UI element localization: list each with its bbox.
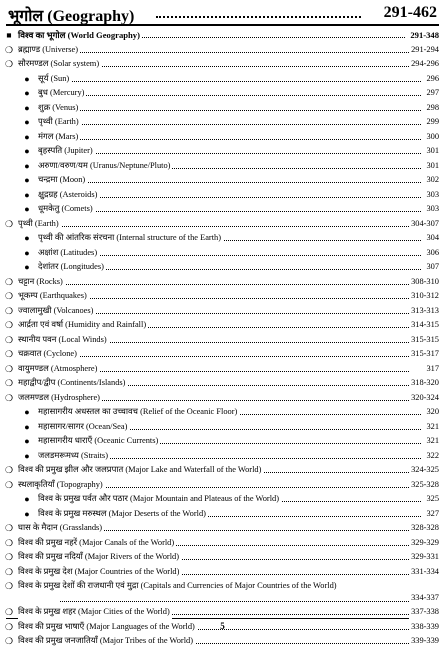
toc-entry-title: बुध (Mercury) — [38, 86, 86, 101]
toc-entry-title: विश्व के प्रमुख शहर (Major Cities of the World) — [18, 605, 172, 620]
dot-leader — [18, 284, 409, 285]
toc-entry-pages: 307 — [424, 260, 439, 275]
toc-entry-title: स्थानीय पवन (Local Winds) — [18, 333, 109, 348]
circle-bullet-icon: ❍ — [4, 59, 14, 69]
toc-entry[interactable] — [0, 188, 445, 203]
circle-bullet-icon: ❍ — [4, 465, 14, 475]
toc-entry-pages: 299 — [424, 115, 439, 130]
toc-entry[interactable] — [0, 347, 445, 362]
toc-entry-title: जलडमरूमध्य (Straits) — [38, 449, 110, 464]
toc-entry-title: विश्व के प्रमुख देश (Major Countries of the World) — [18, 565, 181, 580]
toc-entry-title: पृथ्वी (Earth) — [18, 217, 61, 232]
toc-entry[interactable] — [0, 362, 445, 377]
toc-entry[interactable] — [0, 492, 445, 507]
circle-bullet-icon: ❍ — [4, 305, 14, 316]
circle-bullet-icon: ❍ — [4, 44, 14, 55]
toc-entry-pages: 306 — [424, 246, 439, 261]
toc-entry[interactable] — [0, 115, 445, 130]
toc-entry-title: चन्द्रमा (Moon) — [38, 173, 87, 188]
circle-bullet-icon: ❍ — [4, 537, 14, 548]
toc-entry-pages: 329-329 — [409, 536, 439, 551]
toc-entry-title: चक्रवात (Cyclone) — [18, 347, 79, 362]
toc-entry-pages: 320 — [424, 405, 439, 420]
dot-bullet-icon: ● — [24, 73, 30, 84]
toc-entry[interactable] — [0, 57, 445, 72]
dot-leader — [38, 110, 421, 111]
toc-entry[interactable] — [0, 376, 445, 391]
dot-leader — [38, 182, 421, 183]
toc-entry-title: महासागरीय अधस्तल का उच्चावच (Relief of the Oceanic Floor) — [38, 405, 239, 420]
toc-entry-title: पृथ्वी की आंतरिक संरचना (Internal structure of the Earth) — [38, 231, 223, 246]
toc-entry-pages: 327 — [424, 507, 439, 522]
circle-bullet-icon: ❍ — [4, 581, 14, 591]
toc-entry[interactable] — [0, 86, 445, 101]
toc-entry[interactable] — [0, 144, 445, 159]
toc-entry-pages: 329-331 — [409, 550, 439, 565]
dot-bullet-icon: ● — [24, 88, 30, 98]
toc-entry-title: आर्द्रता एवं वर्षा (Humidity and Rainfall) — [18, 318, 148, 333]
dot-bullet-icon: ● — [24, 247, 30, 258]
toc-entry[interactable] — [0, 521, 445, 536]
toc-entry-title: ज्वालामुखी (Volcanoes) — [18, 304, 95, 319]
circle-bullet-icon: ❍ — [4, 349, 14, 359]
toc-entry[interactable] — [0, 318, 445, 333]
toc-entry[interactable] — [0, 634, 445, 649]
dot-bullet-icon: ● — [24, 189, 30, 200]
toc-entry[interactable] — [0, 101, 445, 116]
toc-entry-pages: 310-312 — [409, 289, 439, 304]
circle-bullet-icon: ❍ — [4, 291, 14, 301]
toc-entry[interactable] — [0, 231, 445, 246]
toc-entry[interactable] — [0, 536, 445, 551]
toc-entry-pages: 339-339 — [409, 634, 439, 649]
toc-entry-pages: 302 — [424, 173, 439, 188]
toc-entry-pages: 291-294 — [409, 43, 439, 58]
dot-bullet-icon: ● — [24, 421, 30, 432]
toc-entry-title: अरुणा/वरुण/यम (Uranus/Neptune/Pluto) — [38, 159, 172, 174]
dot-bullet-icon: ● — [24, 494, 30, 504]
toc-entry[interactable] — [0, 391, 445, 406]
dot-bullet-icon: ● — [24, 131, 30, 142]
circle-bullet-icon: ❍ — [4, 636, 14, 646]
dot-bullet-icon: ● — [24, 262, 30, 272]
toc-entry-title: महासागर/सागर (Ocean/Sea) — [38, 420, 129, 435]
toc-entry-title: पृथ्वी (Earth) — [38, 115, 81, 130]
dot-bullet-icon: ● — [24, 175, 30, 185]
dot-bullet-icon: ● — [24, 407, 30, 417]
toc-entry-pages: 320-324 — [409, 391, 439, 406]
circle-bullet-icon: ❍ — [4, 552, 14, 562]
circle-bullet-icon: ❍ — [4, 276, 14, 287]
toc-entry[interactable] — [0, 507, 445, 522]
toc-entry-pages: 321 — [424, 420, 439, 435]
toc-entry-title: क्षुद्रग्रह (Asteroids) — [38, 188, 99, 203]
toc-entry[interactable] — [0, 260, 445, 275]
toc-entry-title: वायुमण्डल (Atmosphere) — [18, 362, 99, 377]
dot-leader — [38, 139, 421, 140]
toc-entry-pages: 315-315 — [409, 333, 439, 348]
toc-entry-pages: 297 — [424, 86, 439, 101]
toc-entry-title: विश्व के प्रमुख देशों की राजधानी एवं मुद्रा (Capitals and Currencies of Major Countries of the World) — [18, 579, 388, 592]
chapter-title: भूगोल (Geography) — [8, 8, 135, 25]
toc-entry-pages: 334-337 — [411, 593, 439, 602]
toc-entry-title: विश्व की प्रमुख नहरें (Major Canals of the World) — [18, 536, 176, 551]
toc-entry-title: देशांतर (Longitudes) — [38, 260, 106, 275]
toc-entry-pages: 318-320 — [409, 376, 439, 391]
toc-entry-pages: 300 — [424, 130, 439, 145]
dot-bullet-icon: ● — [24, 450, 30, 461]
toc-entry-pages: 338-339 — [409, 620, 439, 635]
toc-entry-pages: 303 — [424, 188, 439, 203]
toc-entry[interactable] — [0, 173, 445, 188]
circle-bullet-icon: ❍ — [4, 334, 14, 345]
dot-leader — [38, 153, 421, 154]
table-of-contents — [0, 28, 445, 649]
dot-bullet-icon: ● — [24, 204, 30, 214]
toc-entry[interactable] — [0, 246, 445, 261]
toc-entry-pages: 291-348 — [408, 28, 439, 43]
toc-entry-title: अक्षांश (Latitudes) — [38, 246, 99, 261]
toc-entry-pages: 304 — [424, 231, 439, 246]
toc-entry-title: भूकम्प (Earthquakes) — [18, 289, 89, 304]
toc-entry[interactable] — [0, 434, 445, 449]
toc-entry-pages: 296 — [424, 72, 439, 87]
circle-bullet-icon: ❍ — [4, 566, 14, 577]
dot-bullet-icon: ● — [24, 146, 30, 156]
toc-entry-pages: 325-328 — [409, 478, 439, 493]
toc-entry[interactable] — [0, 289, 445, 304]
toc-entry-pages: 337-338 — [409, 605, 439, 620]
toc-entry-pages: 328-328 — [409, 521, 439, 536]
circle-bullet-icon: ❍ — [4, 621, 14, 632]
toc-entry-title: महासागरीय धाराएँ (Oceanic Currents) — [38, 434, 160, 449]
dot-bullet-icon: ● — [24, 102, 30, 113]
toc-entry[interactable] — [0, 28, 445, 43]
toc-entry-pages: 325 — [424, 492, 439, 507]
toc-entry-pages: 324-325 — [409, 463, 439, 478]
dot-leader — [18, 226, 409, 227]
dot-leader — [38, 124, 421, 125]
toc-entry-pages: 298 — [424, 101, 439, 116]
toc-entry-pages: 301 — [424, 159, 439, 174]
toc-entry-title: विश्व की प्रमुख जनजातियाँ (Major Tribes of the World) — [18, 634, 195, 649]
toc-entry-pages: 331-334 — [409, 565, 439, 580]
dot-bullet-icon: ● — [24, 508, 30, 519]
toc-entry-title: धूमकेतु (Comets) — [38, 202, 95, 217]
toc-entry-pages: 304-307 — [409, 217, 439, 232]
toc-entry[interactable] — [0, 579, 445, 605]
toc-entry[interactable] — [0, 550, 445, 565]
toc-entry[interactable] — [0, 275, 445, 290]
toc-entry-title: मंगल (Mars) — [38, 130, 80, 145]
toc-entry-pages: 308-310 — [409, 275, 439, 290]
toc-entry-pages: 322 — [424, 449, 439, 464]
circle-bullet-icon: ❍ — [4, 320, 14, 330]
dot-leader — [60, 601, 409, 602]
toc-entry[interactable] — [0, 478, 445, 493]
toc-entry-title: शुक्र (Venus) — [38, 101, 80, 116]
toc-entry-pages: 294-296 — [409, 57, 439, 72]
toc-entry-title: स्थलाकृतियाँ (Topography) — [18, 478, 105, 493]
circle-bullet-icon: ❍ — [4, 479, 14, 490]
toc-entry[interactable] — [0, 449, 445, 464]
toc-entry-title: ब्रह्माण्ड (Universe) — [18, 43, 80, 58]
circle-bullet-icon: ❍ — [4, 607, 14, 617]
dot-leader — [38, 211, 421, 212]
toc-entry-title: विश्व के प्रमुख मरुस्थल (Major Deserts of the World) — [38, 507, 208, 522]
toc-entry-title: चट्टान (Rocks) — [18, 275, 65, 290]
toc-entry-pages: 301 — [424, 144, 439, 159]
toc-entry-title: विश्व का भूगोल (World Geography) — [18, 28, 142, 43]
square-bullet-icon: ■ — [6, 30, 12, 40]
toc-entry[interactable] — [0, 217, 445, 232]
toc-entry[interactable] — [0, 405, 445, 420]
toc-entry[interactable] — [0, 72, 445, 87]
toc-entry-title: सूर्य (Sun) — [38, 72, 71, 87]
dot-leader — [38, 81, 421, 82]
toc-entry[interactable] — [0, 420, 445, 435]
toc-entry[interactable] — [0, 333, 445, 348]
toc-entry[interactable] — [0, 463, 445, 478]
toc-entry-pages: 317 — [424, 362, 439, 377]
toc-entry-pages: 313-313 — [409, 304, 439, 319]
toc-entry-title: महाद्वीप/द्वीप (Continents/Islands) — [18, 376, 127, 391]
toc-entry-pages: 315-317 — [409, 347, 439, 362]
toc-entry-title: विश्व की प्रमुख भाषाएँ (Major Languages of the World) — [18, 620, 197, 635]
circle-bullet-icon: ❍ — [4, 378, 14, 388]
dot-leader — [38, 95, 421, 96]
toc-entry[interactable] — [0, 565, 445, 580]
toc-entry[interactable] — [0, 304, 445, 319]
toc-entry-title: बृहस्पति (Jupiter) — [38, 144, 95, 159]
circle-bullet-icon: ❍ — [4, 392, 14, 403]
dot-leader — [156, 16, 361, 18]
toc-entry-pages: 321 — [424, 434, 439, 449]
dot-bullet-icon: ● — [24, 160, 30, 171]
toc-entry-title: विश्व की प्रमुख नदियाँ (Major Rivers of the World) — [18, 550, 181, 565]
toc-entry-pages: 303 — [424, 202, 439, 217]
toc-entry-title: घास के मैदान (Grasslands) — [18, 521, 104, 536]
dot-bullet-icon: ● — [24, 436, 30, 446]
toc-entry[interactable] — [0, 43, 445, 58]
toc-entry[interactable] — [0, 202, 445, 217]
circle-bullet-icon: ❍ — [4, 218, 14, 229]
toc-entry[interactable] — [0, 159, 445, 174]
toc-entry-title: सौरमण्डल (Solar system) — [18, 57, 101, 72]
circle-bullet-icon: ❍ — [4, 523, 14, 533]
toc-entry-title: जलमण्डल (Hydrosphere) — [18, 391, 102, 406]
page-number: 5 — [220, 621, 225, 631]
page-header — [6, 2, 439, 26]
dot-bullet-icon: ● — [24, 233, 30, 243]
toc-entry-pages: 314-315 — [409, 318, 439, 333]
toc-entry-title: विश्व की प्रमुख झील और जलप्रपात (Major Lake and Waterfall of the World) — [18, 463, 263, 478]
toc-entry-title: विश्व के प्रमुख पर्वत और पठार (Major Mountain and Plateaus of the World) — [38, 492, 281, 507]
toc-entry[interactable] — [0, 130, 445, 145]
circle-bullet-icon: ❍ — [4, 363, 14, 374]
dot-bullet-icon: ● — [24, 117, 30, 127]
chapter-page-range: 291-462 — [383, 4, 437, 21]
